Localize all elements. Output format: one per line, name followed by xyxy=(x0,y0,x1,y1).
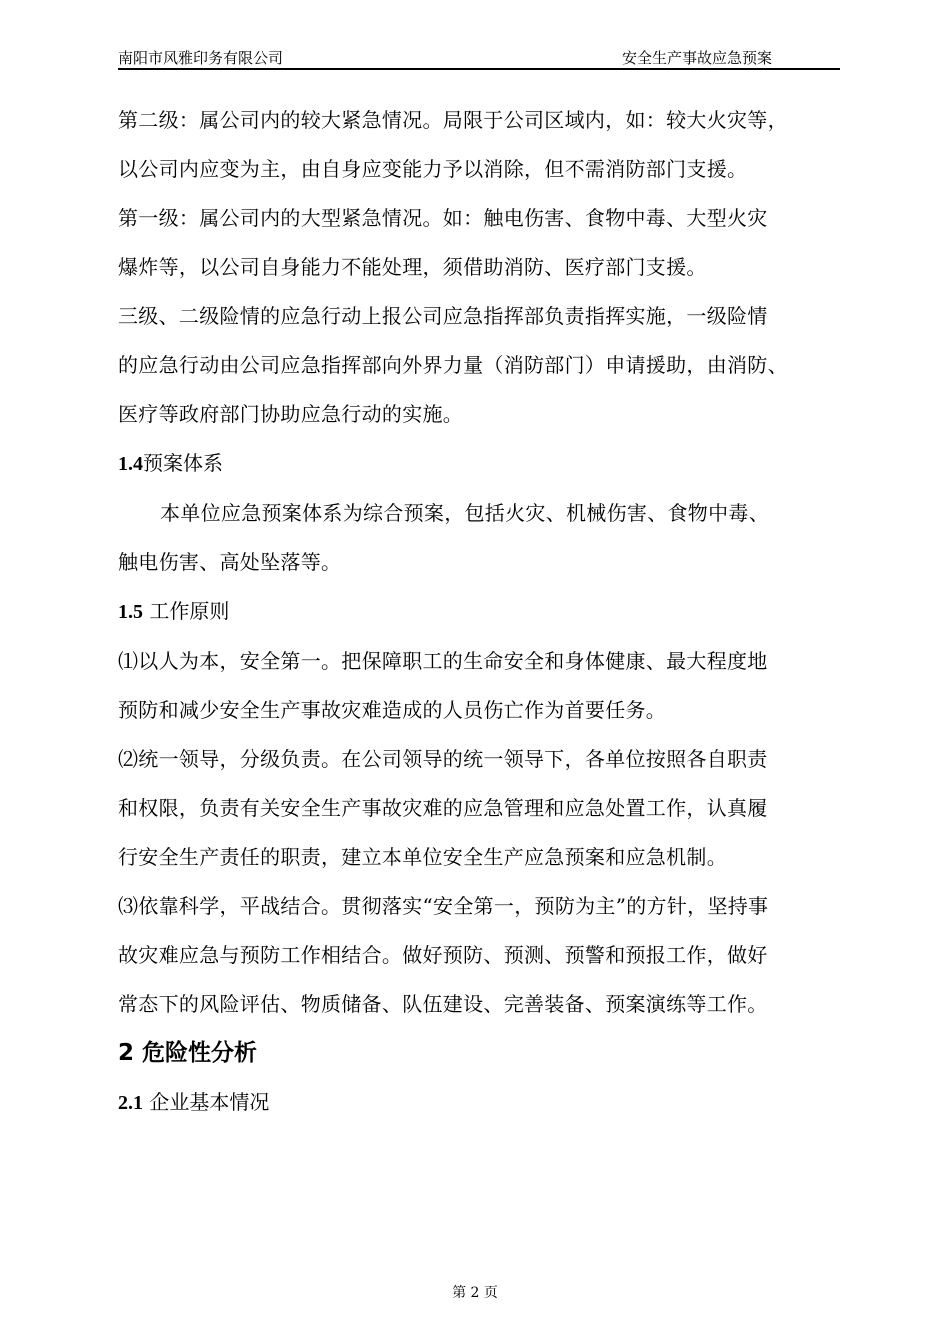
page-header xyxy=(118,44,840,70)
paragraph-line: 爆炸等，以公司自身能力不能处理，须借助消防、医疗部门支援。 xyxy=(118,255,707,279)
section-2-heading: 2 危险性分析 xyxy=(118,1040,258,1066)
paragraph-line: 触电伤害、高处坠落等。 xyxy=(118,550,342,574)
paragraph-line: 医疗等政府部门协助应急行动的实施。 xyxy=(118,402,464,426)
paragraph-line: 故灾难应急与预防工作相结合。做好预防、预测、预警和预报工作，做好 xyxy=(118,943,768,967)
paragraph-line: ⑴以人为本，安全第一。把保障职工的生命安全和身体健康、最大程度地 xyxy=(118,649,768,673)
paragraph-line: 以公司内应变为主，由自身应变能力予以消除，但不需消防部门支援。 xyxy=(118,157,748,181)
paragraph-line: ⑵统一领导，分级负责。在公司领导的统一领导下，各单位按照各自职责 xyxy=(118,747,768,771)
section-title: 工作原则 xyxy=(143,599,230,623)
header-doc-title: 安全生产事故应急预案 xyxy=(621,49,772,67)
section-number: 2.1 xyxy=(118,1092,143,1114)
document-body xyxy=(118,96,840,1128)
paragraph-line: 本单位应急预案体系为综合预案，包括火灾、机械伤害、食物中毒、 xyxy=(160,501,769,525)
paragraph-line: ⑶依靠科学，平战结合。贯彻落实“安全第一，预防为主”的方针，坚持事 xyxy=(118,894,769,918)
section-title: 预案体系 xyxy=(143,451,223,475)
paragraph-line: 常态下的风险评估、物质储备、队伍建设、完善装备、预案演练等工作。 xyxy=(118,992,768,1016)
paragraph-line: 第一级：属公司内的大型紧急情况。如：触电伤害、食物中毒、大型火灾 xyxy=(118,206,768,230)
page-footer xyxy=(0,1282,950,1302)
paragraph-line: 的应急行动由公司应急指挥部向外界力量（消防部门）申请援助，由消防、 xyxy=(118,353,788,377)
paragraph-line: 预防和减少安全生产事故灾难造成的人员伤亡作为首要任务。 xyxy=(118,698,667,722)
paragraph-line: 三级、二级险情的应急行动上报公司应急指挥部负责指挥实施，一级险情 xyxy=(118,304,768,328)
paragraph-line: 行安全生产责任的职责，建立本单位安全生产应急预案和应急机制。 xyxy=(118,845,727,869)
section-number: 1.5 xyxy=(118,601,143,623)
section-2-1-heading xyxy=(118,1078,840,1128)
header-company: 南阳市风雅印务有限公司 xyxy=(118,49,284,67)
section-title: 企业基本情况 xyxy=(143,1090,270,1114)
section-1-5-heading xyxy=(118,587,840,637)
paragraph-line: 第二级：属公司内的较大紧急情况。局限于公司区域内，如：较大火灾等， xyxy=(118,108,788,132)
page-number: 第 2 页 xyxy=(452,1285,498,1301)
paragraph-line: 和权限，负责有关安全生产事故灾难的应急管理和应急处置工作，认真履 xyxy=(118,796,768,820)
section-1-4-heading xyxy=(118,439,840,489)
section-number: 1.4 xyxy=(118,453,143,475)
